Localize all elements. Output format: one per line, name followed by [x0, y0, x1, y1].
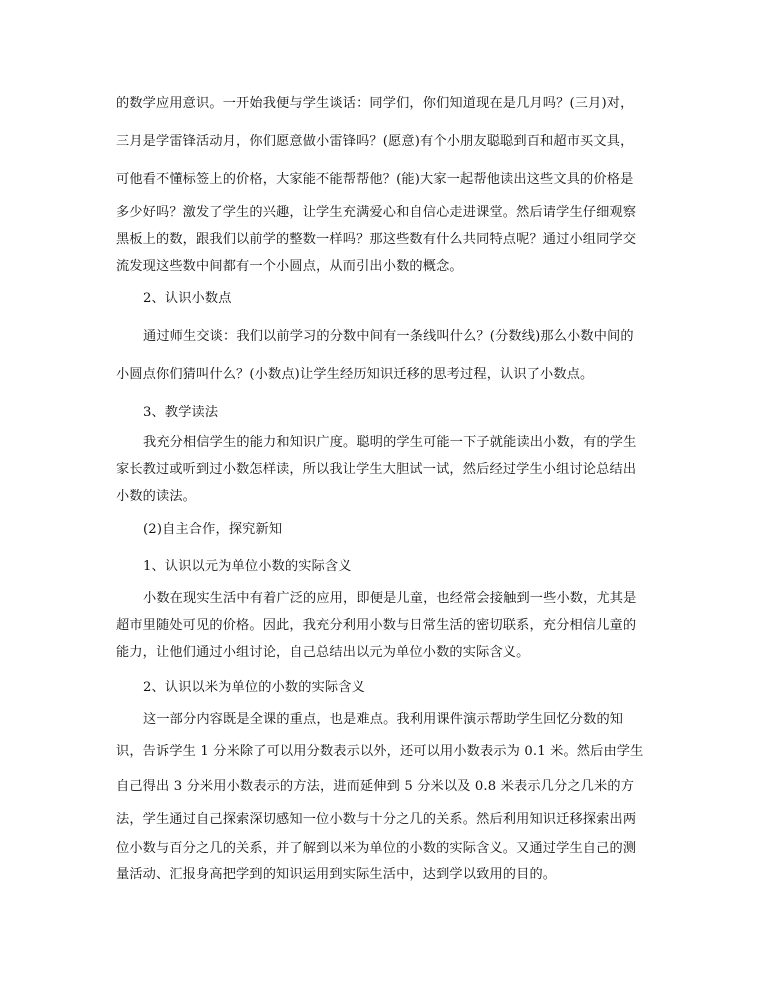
section-heading: (2)自主合作，探究新知 [143, 522, 283, 537]
text-line: 家长教过或听到过小数怎样读，所以我让学生大胆试一试，然后经过学生小组讨论总结出 [116, 462, 637, 477]
text-line: 量活动、汇报身高把学到的知识运用到实际生活中，达到学以致用的目的。 [116, 867, 557, 882]
section-heading: 2、认识以米为单位的小数的实际含义 [143, 680, 365, 695]
section-heading: 3、教学读法 [143, 405, 219, 420]
text-line: 多少好吗？激发了学生的兴趣，让学生充满爱心和自信心走进课堂。然后请学生仔细观察 [116, 205, 637, 220]
text-line: 小数在现实生活中有着广泛的应用，即便是儿童，也经常会接触到一些小数，尤其是 [143, 591, 637, 606]
text-line: 法，学生通过自己探索深切感知一位小数与十分之几的关系。然后利用知识迁移探索出两 [116, 812, 637, 827]
text-line: 可他看不懂标签上的价格，大家能不能帮帮他？(能)大家一起帮他读出这些文具的价格是 [116, 172, 634, 187]
text-line: 超市里随处可见的价格。因此，我充分利用小数与日常生活的密切联系，充分相信儿童的 [116, 618, 637, 633]
text-line: 识，告诉学生 1 分米除了可以用分数表示以外，还可以用小数表示为 0.1 米。然后由学生 [116, 744, 644, 759]
section-heading: 2、认识小数点 [143, 291, 232, 306]
text-line: 我充分相信学生的能力和知识广度。聪明的学生可能一下子就能读出小数，有的学生 [143, 435, 637, 450]
text-line: 这一部分内容既是全课的重点，也是难点。我利用课件演示帮助学生回忆分数的知 [143, 712, 624, 727]
section-heading: 1、认识以元为单位小数的实际含义 [143, 559, 352, 574]
text-line: 三月是学雷锋活动月，你们愿意做小雷锋吗？(愿意)有个小朋友聪聪到百和超市买文具， [116, 134, 634, 149]
text-line: 黑板上的数，跟我们以前学的整数一样吗？那这些数有什么共同特点呢？通过小组同学交 [116, 232, 637, 247]
text-line: 的数学应用意识。一开始我便与学生谈话：同学们，你们知道现在是几月吗？(三月)对， [116, 96, 634, 111]
text-line: 能力，让他们通过小组讨论，自己总结出以元为单位小数的实际含义。 [116, 645, 530, 660]
text-line: 自己得出 3 分米用小数表示的方法，进而延伸到 5 分米以及 0.8 米表示几分之几米的方 [116, 779, 635, 794]
text-line: 小圆点你们猜叫什么？(小数点)让学生经历知识迁移的思考过程，认识了小数点。 [116, 367, 594, 382]
text-line: 小数的读法。 [116, 489, 197, 504]
text-line: 位小数与百分之几的关系，并了解到以米为单位的小数的实际含义。又通过学生自己的测 [116, 841, 637, 856]
text-line: 通过师生交谈：我们以前学习的分数中间有一条线叫什么？(分数线)那么小数中间的 [143, 329, 634, 344]
text-line: 流发现这些数中间都有一个小圆点，从而引出小数的概念。 [116, 259, 463, 274]
